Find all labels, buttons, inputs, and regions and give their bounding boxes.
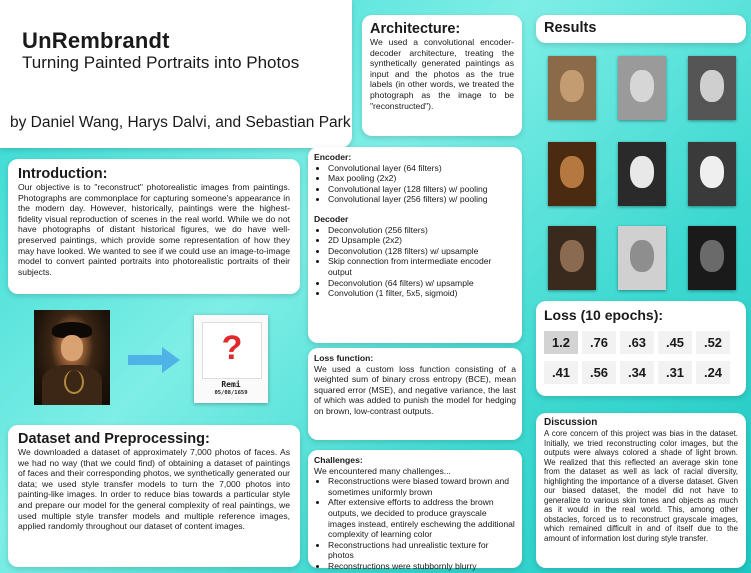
challenge-item: • After extensive efforts to address the brown outputs, we decided to produce grayscale images instead, entirely eschewing the additional complexity of learning color <box>328 497 516 539</box>
results-header <box>536 15 746 43</box>
challenges-heading: Challenges: <box>314 455 363 465</box>
decoder-item: • Convolution (1 filter, 5x5, sigmoid) <box>328 288 516 299</box>
results-heading: Results <box>544 20 597 36</box>
painting-thumbnail <box>548 142 596 206</box>
dataset-section <box>8 425 300 567</box>
right-arrow-icon <box>128 347 180 373</box>
loss-cell: .63 <box>620 331 654 354</box>
decoder-item: • Deconvolution (64 filters) w/ upsample <box>328 278 516 289</box>
decoder-item: • Skip connection from intermediate encoder output <box>328 256 516 277</box>
question-mark-icon: ? <box>221 329 243 367</box>
loss-cell: .76 <box>582 331 616 354</box>
encoder-item: • Convolutional layer (128 filters) w/ pooling <box>328 184 516 195</box>
encoder-list <box>314 163 516 205</box>
poster-authors: by Daniel Wang, Harys Dalvi, and Sebastian Park <box>10 114 351 131</box>
reconstruction-thumbnail <box>618 226 666 290</box>
loss-function-section <box>308 348 522 440</box>
encoder-heading: Encoder: <box>314 152 352 162</box>
decoder-heading: Decoder <box>314 213 349 224</box>
introduction-body: Our objective is to "reconstruct" photorealistic images from paintings. Photographs are commonplace for capturing someone's appearance in the modern day. However, historically, paintings were the highest-fidelity visual reproduction of scenes in the real world. While we do not have photographs of distant historical figures, we do have well-preserved paintings, which provide some representation of how they may have looked. We wanted to see if we could use an image-to-image model to convert painted portraits into photorealistic portraits of their subjects. <box>18 182 290 277</box>
title-card <box>0 0 352 148</box>
dataset-heading: Dataset and Preprocessing: <box>18 431 210 447</box>
encoder-decoder-section <box>308 147 522 343</box>
painting-thumbnail <box>548 56 596 120</box>
discussion-body: A core concern of this project was bias in the dataset. Initially, we tried reconstructing color images, but the outputs were always colored a shade of light brown. We realized that this reflected an average skin tone from the dataset as well as lack of racial diversity, highlighting the importance of a diverse dataset. Given our biased dataset, the model did not have to generalize to various skin tones and objects as much as it would in the real world. This, among other obstacles, forced us to reconstruct grayscale images, which remained difficult in and of itself due to the amount of information lost during style transfer. <box>544 429 738 543</box>
loss-table-section <box>536 301 746 396</box>
polaroid-photo <box>194 315 268 403</box>
polaroid-frame <box>202 322 262 379</box>
encoder-item: • Convolutional layer (256 filters) w/ pooling <box>328 194 516 205</box>
challenges-section <box>308 450 522 571</box>
introduction-heading: Introduction: <box>18 166 108 182</box>
loss-cell: .56 <box>582 361 616 384</box>
decoder-item: • Deconvolution (256 filters) <box>328 225 516 236</box>
results-row <box>536 220 746 296</box>
loss-cell: .41 <box>544 361 578 384</box>
encoder-item: • Max pooling (2x2) <box>328 173 516 184</box>
poster-title: UnRembrandt <box>22 28 170 53</box>
loss-cell: 1.2 <box>544 331 578 354</box>
challenges-list <box>314 476 516 571</box>
challenges-intro: We encountered many challenges... <box>314 465 451 476</box>
loss-cell: .31 <box>658 361 692 384</box>
decoder-item: • 2D Upsample (2x2) <box>328 235 516 246</box>
results-row <box>536 50 746 126</box>
dataset-body: We downloaded a dataset of approximately 7,000 photos of faces. As we had no way (that we could find) of obtaining a dataset of paintings of faces and their corresponding photos, we synthetically generated our data; we used style transfer models to turn the 7,000 photos into painting-like images. In order to reduce bias towards a particular style and prepare our model for the general complexity of real paintings, we used multiple style transfer models and multiple reference images, applied randomly throughout our dataset of content images. <box>18 447 290 532</box>
painting-thumbnail <box>548 226 596 290</box>
polaroid-name: Remi <box>221 380 241 389</box>
challenge-item: • Reconstructions were stubbornly blurry <box>328 561 516 572</box>
ground-truth-thumbnail <box>688 226 736 290</box>
discussion-section <box>536 413 746 568</box>
challenge-item: • Reconstructions had unrealistic texture for photos <box>328 540 516 561</box>
poster-subtitle: Turning Painted Portraits into Photos <box>22 53 300 72</box>
loss-cell: .24 <box>696 361 730 384</box>
loss-table-heading: Loss (10 epochs): <box>544 307 664 323</box>
ground-truth-thumbnail <box>688 56 736 120</box>
loss-cell: .45 <box>658 331 692 354</box>
reconstruction-thumbnail <box>618 56 666 120</box>
architecture-section <box>362 15 522 136</box>
loss-function-body: We used a custom loss function consisting of a weighted sum of binary cross entropy (BCE), mean squared error (MSE), and negative variance, the last of which was added to punish the model for hedging on brown, low-contrast outputs. <box>314 363 516 416</box>
challenge-item: • Reconstructions were biased toward brown and sometimes uniformly brown <box>328 476 516 497</box>
rembrandt-portrait-image <box>34 310 110 405</box>
loss-cell: .52 <box>696 331 730 354</box>
encoder-item: • Convolutional layer (64 filters) <box>328 163 516 174</box>
introduction-section <box>8 159 300 294</box>
reconstruction-thumbnail <box>618 142 666 206</box>
results-row <box>536 136 746 212</box>
loss-function-heading: Loss function: <box>314 353 374 363</box>
architecture-body: We used a convolutional encoder-decoder architecture, treating the synthetically generated paintings as input and the photos as the true labels (in other words, we treated the photograph as the image to be "reconstructed"). <box>370 37 514 111</box>
loss-cell: .34 <box>620 361 654 384</box>
ground-truth-thumbnail <box>688 142 736 206</box>
decoder-list <box>314 225 516 299</box>
discussion-heading: Discussion <box>544 417 598 428</box>
decoder-item: • Deconvolution (128 filters) w/ upsample <box>328 246 516 257</box>
architecture-heading: Architecture: <box>370 21 461 37</box>
polaroid-date: 05/08/1659 <box>214 390 248 396</box>
